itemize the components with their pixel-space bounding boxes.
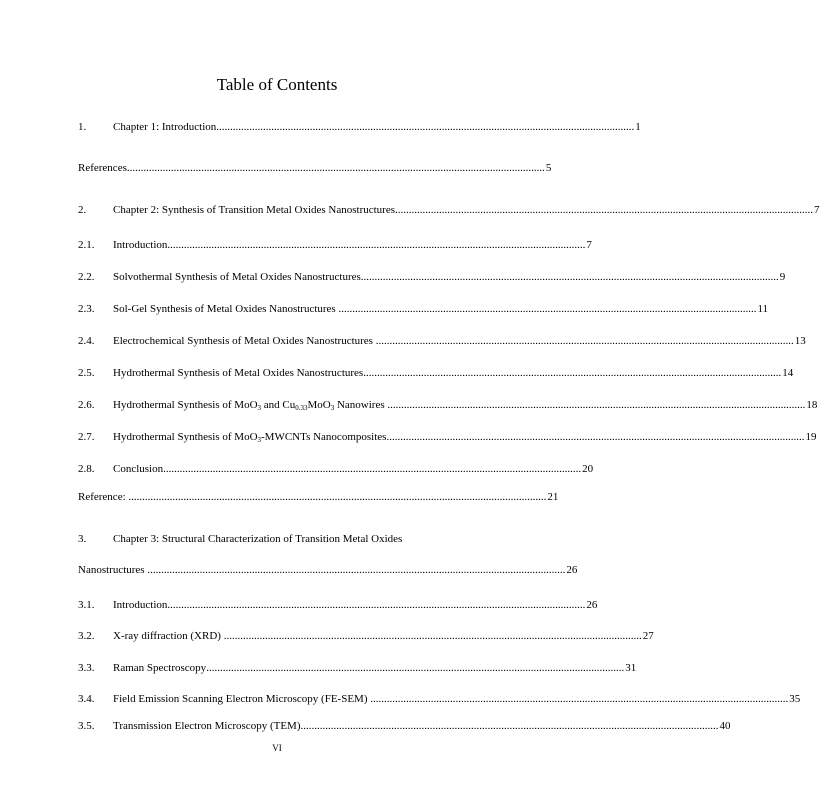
toc-entry-2-4[interactable]	[78, 334, 806, 348]
toc-page-number: 18	[806, 399, 818, 411]
toc-label: Reference:	[78, 491, 126, 503]
toc-entry-2-8[interactable]	[78, 462, 594, 476]
dot-leader: ........................................................................................................................................................	[360, 271, 779, 283]
toc-label: Hydrothermal Synthesis of MoO$_3$ and $Cu_{0.33}MoO_3$ Nanowires	[113, 399, 385, 412]
toc-entry-2-1[interactable]	[78, 238, 592, 252]
toc-entry-2[interactable]	[78, 203, 820, 217]
toc-number: 2.7.	[78, 431, 95, 443]
toc-page-number: 14	[782, 367, 794, 379]
toc-entry-3[interactable]	[78, 563, 578, 577]
toc-label-continuation: Nanostructures	[78, 564, 145, 576]
toc-entry-2-3[interactable]	[78, 302, 769, 316]
toc-number: 3.5.	[78, 720, 95, 732]
toc-entry-2-2[interactable]	[78, 270, 786, 284]
dot-leader: ........................................................................................................................................................	[372, 335, 794, 347]
toc-entry-reference[interactable]	[78, 490, 559, 504]
toc-number: 3.3.	[78, 662, 95, 674]
toc-page-number: 1	[635, 121, 641, 133]
toc-number: 2.4.	[78, 335, 95, 347]
dot-leader: ........................................................................................................................................................	[363, 367, 782, 379]
toc-page-number: 5	[545, 162, 552, 174]
toc-number: 2.2.	[78, 271, 95, 283]
toc-number: 2.1.	[78, 239, 95, 251]
toc-entry-3-1[interactable]	[78, 598, 598, 612]
toc-page-number: 26	[586, 599, 598, 611]
dot-leader: ........................................................................................................................................................	[125, 491, 547, 503]
toc-page-number: 9	[779, 271, 786, 283]
toc-entry-2-7[interactable]	[78, 430, 817, 444]
toc-label: Field Emission Scanning Electron Microscopy (FE-SEM)	[113, 693, 368, 705]
toc-page-number: 11	[757, 303, 769, 315]
toc-number: 3.1.	[78, 599, 95, 611]
toc-number: 3.2.	[78, 630, 95, 642]
toc-label: Chapter 1: Introduction	[113, 121, 217, 133]
toc-page-number: 21	[547, 491, 559, 503]
page-footer-number: VI	[272, 743, 282, 753]
toc-label: Electrochemical Synthesis of Metal Oxides Nanostructures	[113, 335, 373, 347]
dot-leader: ........................................................................................................................................................	[367, 693, 789, 705]
toc-entry-2-6[interactable]	[78, 398, 818, 412]
toc-page-number: 13	[794, 335, 806, 347]
dot-leader: ........................................................................................................................................................	[167, 599, 586, 611]
toc-page-number: 27	[642, 630, 654, 642]
toc-entry-3-5[interactable]	[78, 719, 731, 733]
toc-number: 3.4.	[78, 693, 95, 705]
toc-number: 2.3.	[78, 303, 95, 315]
toc-page-number: 7	[814, 204, 820, 216]
dot-leader: ........................................................................................................................................................	[386, 431, 805, 443]
toc-label: X-ray diffraction (XRD)	[113, 630, 221, 642]
dot-leader: ........................................................................................................................................................	[384, 399, 806, 411]
toc-entry-3-3[interactable]	[78, 661, 637, 675]
toc-page-number: 20	[582, 463, 594, 475]
dot-leader: ........................................................................................................................................................	[220, 630, 642, 642]
toc-page-number: 26	[566, 564, 578, 576]
dot-leader: ........................................................................................................................................................	[167, 239, 586, 251]
toc-page-number: 7	[586, 239, 592, 251]
toc-number: 3.	[78, 533, 87, 545]
toc-label: References	[78, 162, 127, 174]
dot-leader: ........................................................................................................................................................	[216, 121, 635, 133]
toc-number: 1.	[78, 121, 87, 133]
toc-label: Hydrothermal Synthesis of MoO$_3$-MWCNTs Nanocomposites	[113, 431, 387, 444]
dot-leader: ........................................................................................................................................................	[335, 303, 757, 315]
toc-label: Introduction	[113, 239, 168, 251]
toc-label: Raman Spectroscopy	[113, 662, 207, 674]
toc-label: Introduction	[113, 599, 168, 611]
toc-number: 2.	[78, 204, 87, 216]
dot-leader: ........................................................................................................................................................	[163, 463, 582, 475]
dot-leader: ........................................................................................................................................................	[144, 564, 566, 576]
dot-leader: ........................................................................................................................................................	[126, 162, 545, 174]
toc-page-number: 19	[805, 431, 817, 443]
toc-label: Hydrothermal Synthesis of Metal Oxides Nanostructures	[113, 367, 364, 379]
toc-label: Conclusion	[113, 463, 164, 475]
toc-entry-2-5[interactable]	[78, 366, 794, 380]
toc-entry-1[interactable]	[78, 120, 641, 134]
dot-leader: ........................................................................................................................................................	[395, 204, 814, 216]
toc-label[interactable]: Chapter 3: Structural Characterization of Transition Metal Oxides	[113, 533, 403, 545]
toc-label: Sol-Gel Synthesis of Metal Oxides Nanostructures	[113, 303, 336, 315]
toc-entry-3-2[interactable]	[78, 629, 654, 643]
dot-leader: ........................................................................................................................................................	[206, 662, 625, 674]
toc-label: Transmission Electron Microscopy (TEM)	[113, 720, 301, 732]
toc-number: 2.8.	[78, 463, 95, 475]
page-title: Table of Contents	[216, 75, 338, 94]
toc-number: 2.6.	[78, 399, 95, 411]
toc-page-number: 40	[719, 720, 731, 732]
toc-entry-3-4[interactable]	[78, 692, 801, 706]
toc-label: Chapter 2: Synthesis of Transition Metal Oxides Nanostructures	[113, 204, 396, 216]
dot-leader: ........................................................................................................................................................	[300, 720, 719, 732]
toc-label: Solvothermal Synthesis of Metal Oxides Nanostructures	[113, 271, 361, 283]
toc-entry-references[interactable]	[78, 161, 552, 175]
toc-page-number: 35	[789, 693, 801, 705]
toc-number: 2.5.	[78, 367, 95, 379]
toc-page-number: 31	[625, 662, 637, 674]
